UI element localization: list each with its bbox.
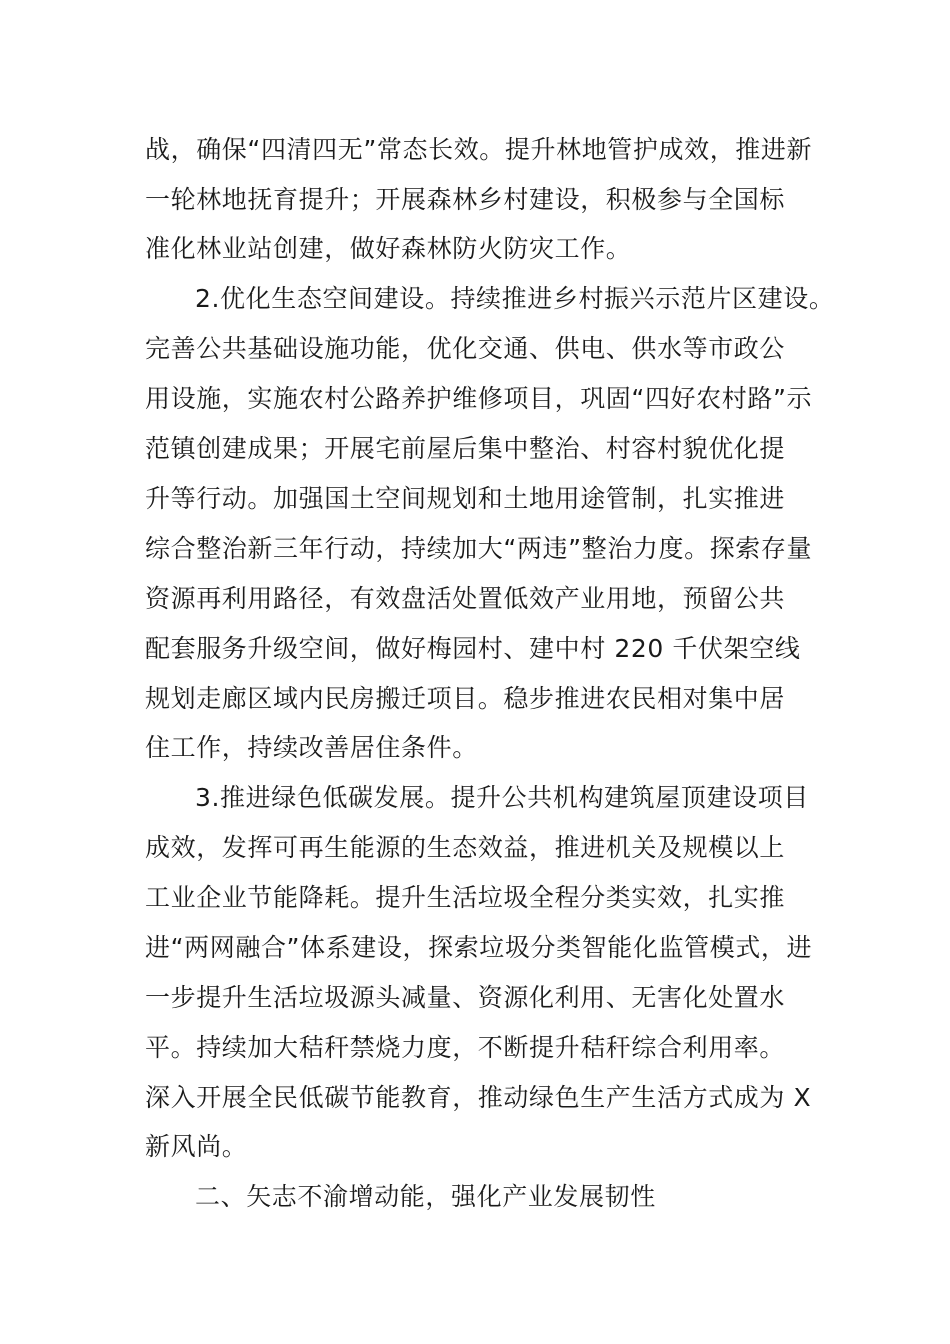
text-line: 准化林业站创建，做好森林防火防灾工作。 bbox=[145, 234, 632, 263]
text-line: 范镇创建成果；开展宅前屋后集中整治、村容村貌优化提 bbox=[145, 434, 786, 463]
paragraph-start-line: 3.推进绿色低碳发展。提升公共机构建筑屋顶建设项目 bbox=[195, 783, 809, 812]
paragraph-start-line: 2.优化生态空间建设。持续推进乡村振兴示范片区建设。 bbox=[195, 284, 835, 313]
text-line: 进“两网融合”体系建设，探索垃圾分类智能化监管模式，进 bbox=[145, 933, 813, 962]
section-heading: 二、矢志不渝增动能，强化产业发展韧性 bbox=[195, 1182, 656, 1211]
text-line: 规划走廊区域内民房搬迁项目。稳步推进农民相对集中居 bbox=[145, 684, 786, 713]
text-line: 配套服务升级空间，做好梅园村、建中村 220 千伏架空线 bbox=[145, 634, 801, 663]
text-line: 深入开展全民低碳节能教育，推动绿色生产生活方式成为 X bbox=[145, 1083, 812, 1112]
text-line: 战，确保“四清四无”常态长效。提升林地管护成效，推进新 bbox=[145, 135, 813, 164]
text-line: 资源再利用路径，有效盘活处置低效产业用地，预留公共 bbox=[145, 584, 786, 613]
text-line: 平。持续加大秸秆禁烧力度，不断提升秸秆综合利用率。 bbox=[145, 1033, 786, 1062]
text-line: 工业企业节能降耗。提升生活垃圾全程分类实效，扎实推 bbox=[145, 883, 786, 912]
text-line: 一轮林地抚育提升；开展森林乡村建设，积极参与全国标 bbox=[145, 185, 786, 214]
text-line: 成效，发挥可再生能源的生态效益，推进机关及规模以上 bbox=[145, 833, 786, 862]
text-line: 综合整治新三年行动，持续加大“两违”整治力度。探索存量 bbox=[145, 534, 813, 563]
text-line: 住工作，持续改善居住条件。 bbox=[145, 733, 478, 762]
text-line: 新风尚。 bbox=[145, 1132, 248, 1161]
text-line: 用设施，实施农村公路养护维修项目，巩固“四好农村路”示 bbox=[145, 384, 813, 413]
text-line: 升等行动。加强国土空间规划和土地用途管制，扎实推进 bbox=[145, 484, 786, 513]
text-line: 完善公共基础设施功能，优化交通、供电、供水等市政公 bbox=[145, 334, 786, 363]
text-line: 一步提升生活垃圾源头减量、资源化利用、无害化处置水 bbox=[145, 983, 786, 1012]
